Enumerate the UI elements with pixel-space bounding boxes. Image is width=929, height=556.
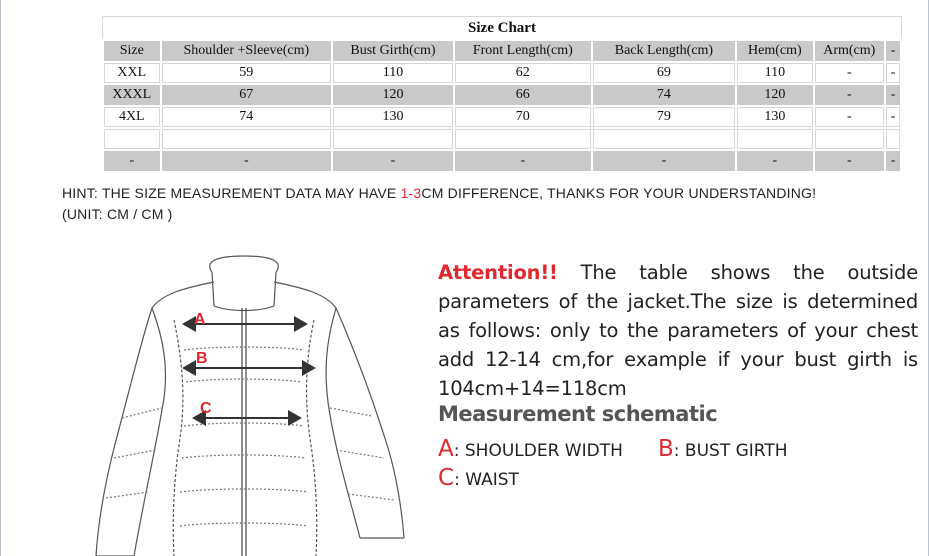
table-cell: 69: [593, 63, 735, 83]
table-cell: [162, 129, 331, 149]
table-header-row: [104, 41, 900, 61]
schematic-title: Measurement schematic: [438, 402, 718, 426]
table-cell: 4XL: [104, 107, 160, 127]
column-header: Arm(cm): [815, 41, 885, 61]
hint-prefix: HINT: THE SIZE MEASUREMENT DATA MAY HAVE: [62, 185, 401, 201]
table-cell: [737, 129, 812, 149]
left-edge-line: [0, 0, 1, 556]
table-row: [104, 107, 900, 127]
size-chart-table: [102, 16, 902, 173]
table-cell: [333, 129, 453, 149]
table-cell: 130: [333, 107, 453, 127]
table-cell: 74: [162, 107, 331, 127]
table-cell: -: [886, 151, 900, 171]
legend-letter: C: [438, 465, 455, 491]
unit-note: (UNIT: CM / CM ): [62, 206, 173, 222]
table-cell: [886, 129, 900, 149]
table-cell: 79: [593, 107, 735, 127]
legend-item-a: [438, 436, 623, 462]
hint-line: [62, 183, 816, 204]
column-header: Shoulder +Sleeve(cm): [162, 41, 331, 61]
column-header: Front Length(cm): [455, 41, 591, 61]
legend-label: WAIST: [465, 470, 519, 490]
legend-item-c: [438, 465, 519, 491]
table-cell: XXXL: [104, 85, 160, 105]
table-cell: 62: [455, 63, 591, 83]
table-cell: 120: [333, 85, 453, 105]
table-cell: 120: [737, 85, 812, 105]
table-cell: -: [104, 151, 160, 171]
table-cell: -: [815, 63, 885, 83]
table-cell: 130: [737, 107, 812, 127]
table-cell: 70: [455, 107, 591, 127]
legend-item-b: [658, 436, 788, 462]
column-header: Bust Girth(cm): [333, 41, 453, 61]
column-header: Back Length(cm): [593, 41, 735, 61]
table-cell: -: [455, 151, 591, 171]
legend-letter: A: [438, 436, 454, 462]
attention-note: [438, 258, 918, 403]
table-cell: -: [886, 107, 900, 127]
size-chart-title: Size Chart: [102, 16, 902, 39]
table-cell: 59: [162, 63, 331, 83]
table-cell: -: [333, 151, 453, 171]
legend-label: BUST GIRTH: [684, 441, 788, 461]
table-row: [104, 151, 900, 171]
attention-text: The table shows the outside parameters of the jacket.The size is determined as follows: only to the parameters of your chest add 12-14 cm,for example if your bust girth is 104cm+14=118cm: [438, 261, 918, 400]
table-cell: -: [593, 151, 735, 171]
legend-label: SHOULDER WIDTH: [464, 441, 623, 461]
table-cell: -: [737, 151, 812, 171]
table-cell: -: [815, 85, 885, 105]
diagram-label-b: B: [196, 350, 208, 367]
table-cell: -: [886, 63, 900, 83]
hint-range: 1-3: [400, 185, 422, 201]
table-row: [104, 129, 900, 149]
jacket-diagram: [34, 248, 414, 556]
legend-separator: :: [673, 441, 680, 461]
table-cell: 110: [333, 63, 453, 83]
size-hint: [62, 183, 816, 225]
table-cell: [815, 129, 885, 149]
table-row: [104, 63, 900, 83]
column-header: -: [886, 41, 900, 61]
table-cell: [455, 129, 591, 149]
column-header: Hem(cm): [737, 41, 812, 61]
table-cell: [104, 129, 160, 149]
hint-suffix: CM DIFFERENCE, THANKS FOR YOUR UNDERSTANDING!: [421, 185, 817, 201]
legend-letter: B: [658, 436, 674, 462]
table-cell: -: [162, 151, 331, 171]
attention-label: Attention!!: [438, 261, 558, 284]
legend-separator: :: [454, 470, 460, 490]
table-cell: 110: [737, 63, 812, 83]
table-row: [104, 85, 900, 105]
table-cell: 66: [455, 85, 591, 105]
table-cell: XXL: [104, 63, 160, 83]
legend-separator: :: [453, 441, 460, 461]
table-cell: -: [815, 151, 885, 171]
table-cell: -: [815, 107, 885, 127]
diagram-label-a: A: [194, 311, 206, 328]
table-cell: 74: [593, 85, 735, 105]
table-cell: -: [886, 85, 900, 105]
column-header: Size: [104, 41, 160, 61]
table-cell: 67: [162, 85, 331, 105]
diagram-label-c: C: [200, 400, 212, 417]
table-cell: [593, 129, 735, 149]
